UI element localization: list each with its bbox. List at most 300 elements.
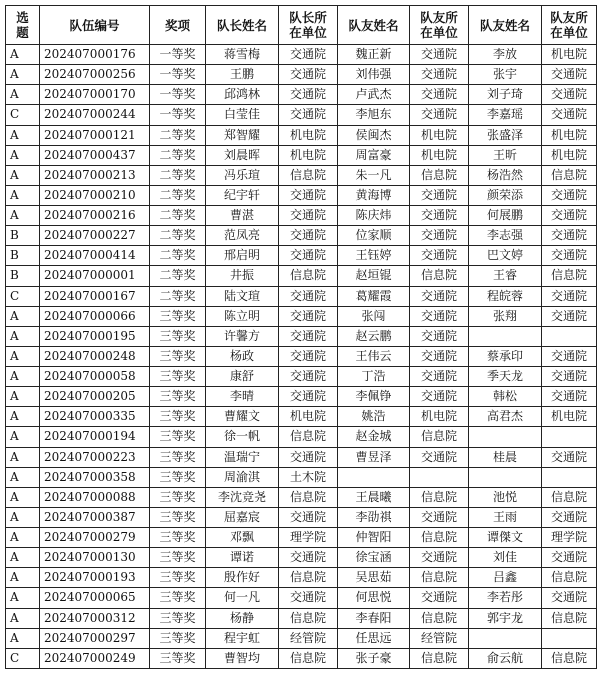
cell-captain-name: 郑智耀 [206, 125, 279, 145]
cell-captain-name: 蒋雪梅 [206, 45, 279, 65]
cell-member1-unit: 交通院 [410, 367, 469, 387]
table-row [6, 487, 597, 507]
cell-member2-unit: 信息院 [542, 608, 597, 628]
table-row [6, 648, 597, 668]
cell-member2-unit: 交通院 [542, 447, 597, 467]
cell-member1-name: 曹昱泽 [338, 447, 410, 467]
cell-member2-unit: 交通院 [542, 588, 597, 608]
cell-member2-name: 王昕 [469, 145, 542, 165]
cell-team-id: 202407000205 [40, 387, 150, 407]
cell-topic: A [6, 306, 40, 326]
table-row [6, 367, 597, 387]
cell-member1-name: 王伟云 [338, 346, 410, 366]
cell-member2-unit: 交通院 [542, 105, 597, 125]
cell-captain-name: 康舒 [206, 367, 279, 387]
cell-member2-unit: 交通院 [542, 246, 597, 266]
cell-member2-unit: 信息院 [542, 568, 597, 588]
cell-topic: A [6, 427, 40, 447]
cell-team-id: 202407000213 [40, 165, 150, 185]
cell-captain-name: 曹湛 [206, 206, 279, 226]
cell-member1-unit: 信息院 [410, 608, 469, 628]
table-row [6, 105, 597, 125]
cell-member1-name: 张闯 [338, 306, 410, 326]
cell-topic: A [6, 85, 40, 105]
cell-member1-name [338, 467, 410, 487]
cell-topic: A [6, 125, 40, 145]
table-row [6, 528, 597, 548]
cell-captain-unit: 机电院 [279, 145, 338, 165]
cell-topic: A [6, 367, 40, 387]
cell-member2-unit: 交通院 [542, 65, 597, 85]
header-member2-name: 队友姓名 [469, 6, 542, 45]
cell-member2-unit: 交通院 [542, 387, 597, 407]
cell-award: 二等奖 [150, 145, 206, 165]
cell-team-id: 202407000176 [40, 45, 150, 65]
cell-member2-name: 李放 [469, 45, 542, 65]
cell-topic: A [6, 568, 40, 588]
cell-captain-unit: 信息院 [279, 165, 338, 185]
table-row [6, 286, 597, 306]
cell-captain-name: 陆文瑄 [206, 286, 279, 306]
header-topic: 选 题 [6, 6, 40, 45]
cell-team-id: 202407000193 [40, 568, 150, 588]
cell-captain-unit: 交通院 [279, 226, 338, 246]
cell-team-id: 202407000001 [40, 266, 150, 286]
cell-captain-name: 许馨方 [206, 326, 279, 346]
cell-team-id: 202407000167 [40, 286, 150, 306]
cell-award: 三等奖 [150, 427, 206, 447]
cell-award: 一等奖 [150, 105, 206, 125]
cell-member2-unit: 交通院 [542, 185, 597, 205]
cell-award: 三等奖 [150, 306, 206, 326]
cell-captain-unit: 信息院 [279, 487, 338, 507]
cell-member1-unit: 信息院 [410, 427, 469, 447]
cell-member1-name: 侯闽杰 [338, 125, 410, 145]
cell-member2-name [469, 628, 542, 648]
cell-member1-name: 李佩铮 [338, 387, 410, 407]
cell-captain-name: 曹智均 [206, 648, 279, 668]
table-row [6, 306, 597, 326]
cell-member1-name: 葛耀霞 [338, 286, 410, 306]
cell-member1-name: 任思远 [338, 628, 410, 648]
cell-member1-unit: 机电院 [410, 407, 469, 427]
cell-member1-unit: 信息院 [410, 165, 469, 185]
cell-award: 一等奖 [150, 45, 206, 65]
cell-team-id: 202407000121 [40, 125, 150, 145]
cell-member1-name: 周富豪 [338, 145, 410, 165]
cell-member1-name: 陈庆炜 [338, 206, 410, 226]
cell-team-id: 202407000130 [40, 548, 150, 568]
cell-member1-name: 张子豪 [338, 648, 410, 668]
cell-topic: A [6, 145, 40, 165]
cell-team-id: 202407000297 [40, 628, 150, 648]
cell-captain-unit: 交通院 [279, 206, 338, 226]
cell-topic: B [6, 226, 40, 246]
cell-award: 二等奖 [150, 226, 206, 246]
cell-member1-unit: 交通院 [410, 45, 469, 65]
table-row [6, 85, 597, 105]
header-captain-name: 队长姓名 [206, 6, 279, 45]
cell-captain-unit: 信息院 [279, 568, 338, 588]
cell-member1-name: 卢武杰 [338, 85, 410, 105]
cell-award: 三等奖 [150, 507, 206, 527]
cell-team-id: 202407000312 [40, 608, 150, 628]
cell-captain-unit: 交通院 [279, 387, 338, 407]
cell-member2-name: 吕鑫 [469, 568, 542, 588]
cell-member2-name: 谭傑文 [469, 528, 542, 548]
cell-captain-unit: 理学院 [279, 528, 338, 548]
header-captain-unit: 队长所 在单位 [279, 6, 338, 45]
table-row [6, 467, 597, 487]
table-row [6, 165, 597, 185]
cell-captain-unit: 交通院 [279, 346, 338, 366]
cell-captain-unit: 交通院 [279, 588, 338, 608]
cell-captain-name: 谭诺 [206, 548, 279, 568]
table-body [6, 45, 597, 669]
cell-topic: A [6, 185, 40, 205]
cell-member1-unit: 交通院 [410, 507, 469, 527]
cell-member1-unit: 交通院 [410, 346, 469, 366]
cell-award: 三等奖 [150, 467, 206, 487]
cell-award: 三等奖 [150, 387, 206, 407]
cell-captain-name: 周渝淇 [206, 467, 279, 487]
cell-captain-name: 范凤亮 [206, 226, 279, 246]
cell-captain-name: 李沈竞尧 [206, 487, 279, 507]
table-row [6, 326, 597, 346]
cell-member1-name: 李旭东 [338, 105, 410, 125]
table-row [6, 206, 597, 226]
cell-member2-unit: 交通院 [542, 548, 597, 568]
cell-award: 二等奖 [150, 125, 206, 145]
cell-member2-unit: 机电院 [542, 45, 597, 65]
cell-captain-unit: 交通院 [279, 246, 338, 266]
cell-captain-name: 冯乐瑄 [206, 165, 279, 185]
cell-member1-name: 王晨曦 [338, 487, 410, 507]
cell-member2-unit: 信息院 [542, 266, 597, 286]
cell-award: 三等奖 [150, 326, 206, 346]
cell-team-id: 202407000066 [40, 306, 150, 326]
cell-captain-unit: 信息院 [279, 266, 338, 286]
cell-member2-unit: 交通院 [542, 206, 597, 226]
cell-team-id: 202407000088 [40, 487, 150, 507]
cell-award: 三等奖 [150, 648, 206, 668]
cell-member1-unit: 机电院 [410, 145, 469, 165]
cell-member2-name: 程皖蓉 [469, 286, 542, 306]
cell-member2-name: 郭宇龙 [469, 608, 542, 628]
cell-member2-unit [542, 467, 597, 487]
cell-topic: A [6, 628, 40, 648]
cell-member1-unit: 信息院 [410, 487, 469, 507]
cell-captain-name: 王鹏 [206, 65, 279, 85]
cell-topic: A [6, 487, 40, 507]
cell-member2-name: 桂晨 [469, 447, 542, 467]
table-row [6, 246, 597, 266]
cell-team-id: 202407000358 [40, 467, 150, 487]
cell-member2-unit: 机电院 [542, 145, 597, 165]
cell-captain-unit: 交通院 [279, 548, 338, 568]
cell-member1-unit: 交通院 [410, 226, 469, 246]
cell-captain-name: 纪宇轩 [206, 185, 279, 205]
header-member1-name: 队友姓名 [338, 6, 410, 45]
cell-captain-unit: 交通院 [279, 326, 338, 346]
cell-team-id: 202407000065 [40, 588, 150, 608]
table-row [6, 407, 597, 427]
cell-award: 二等奖 [150, 286, 206, 306]
cell-captain-unit: 信息院 [279, 608, 338, 628]
cell-award: 三等奖 [150, 346, 206, 366]
cell-captain-name: 温瑞宁 [206, 447, 279, 467]
cell-captain-unit: 交通院 [279, 105, 338, 125]
cell-member1-unit: 交通院 [410, 185, 469, 205]
cell-team-id: 202407000249 [40, 648, 150, 668]
cell-member2-unit [542, 427, 597, 447]
cell-award: 一等奖 [150, 65, 206, 85]
cell-member1-name: 姚浩 [338, 407, 410, 427]
table-row [6, 568, 597, 588]
cell-captain-name: 杨静 [206, 608, 279, 628]
cell-captain-unit: 交通院 [279, 306, 338, 326]
cell-member1-unit: 交通院 [410, 588, 469, 608]
cell-member1-unit: 交通院 [410, 206, 469, 226]
cell-member1-name: 魏正新 [338, 45, 410, 65]
cell-member1-name: 仲智阳 [338, 528, 410, 548]
cell-team-id: 202407000256 [40, 65, 150, 85]
cell-member2-name: 李志强 [469, 226, 542, 246]
cell-captain-name: 刘晨晖 [206, 145, 279, 165]
cell-member2-name: 王睿 [469, 266, 542, 286]
cell-team-id: 202407000244 [40, 105, 150, 125]
cell-topic: A [6, 528, 40, 548]
cell-captain-name: 邢启明 [206, 246, 279, 266]
cell-captain-unit: 土木院 [279, 467, 338, 487]
cell-member2-name: 何展鹏 [469, 206, 542, 226]
cell-member2-unit: 机电院 [542, 407, 597, 427]
table-row [6, 387, 597, 407]
cell-team-id: 202407000216 [40, 206, 150, 226]
cell-award: 三等奖 [150, 447, 206, 467]
cell-member2-unit [542, 326, 597, 346]
cell-topic: A [6, 346, 40, 366]
cell-member2-name: 李若彤 [469, 588, 542, 608]
cell-member1-unit: 信息院 [410, 568, 469, 588]
cell-topic: A [6, 165, 40, 185]
cell-member2-name: 李嘉瑶 [469, 105, 542, 125]
table-row [6, 628, 597, 648]
cell-member1-unit: 交通院 [410, 65, 469, 85]
cell-captain-name: 屈嘉宸 [206, 507, 279, 527]
cell-captain-unit: 信息院 [279, 648, 338, 668]
cell-member1-unit: 交通院 [410, 326, 469, 346]
cell-topic: B [6, 246, 40, 266]
header-row [6, 6, 597, 45]
cell-member2-name: 刘子琦 [469, 85, 542, 105]
table-row [6, 588, 597, 608]
cell-captain-name: 程宇虹 [206, 628, 279, 648]
cell-captain-unit: 交通院 [279, 45, 338, 65]
cell-member1-name: 徐宝涵 [338, 548, 410, 568]
header-member1-unit: 队友所 在单位 [410, 6, 469, 45]
cell-member1-name: 赵云鹏 [338, 326, 410, 346]
cell-team-id: 202407000170 [40, 85, 150, 105]
cell-member1-unit: 信息院 [410, 648, 469, 668]
cell-captain-name: 曹耀文 [206, 407, 279, 427]
cell-member2-name: 刘佳 [469, 548, 542, 568]
cell-member1-name: 李春阳 [338, 608, 410, 628]
table-row [6, 145, 597, 165]
cell-captain-unit: 交通院 [279, 65, 338, 85]
cell-member2-name: 俞云航 [469, 648, 542, 668]
cell-topic: A [6, 467, 40, 487]
cell-member2-name: 蔡承印 [469, 346, 542, 366]
cell-captain-name: 井振 [206, 266, 279, 286]
cell-topic: C [6, 286, 40, 306]
cell-member2-name [469, 467, 542, 487]
cell-member1-name: 李劭祺 [338, 507, 410, 527]
cell-member2-name: 张翔 [469, 306, 542, 326]
cell-captain-unit: 机电院 [279, 125, 338, 145]
cell-award: 三等奖 [150, 588, 206, 608]
cell-award: 三等奖 [150, 608, 206, 628]
cell-member1-name: 刘伟强 [338, 65, 410, 85]
cell-captain-name: 邓飘 [206, 528, 279, 548]
cell-member2-name: 高君杰 [469, 407, 542, 427]
cell-topic: A [6, 608, 40, 628]
cell-member1-name: 吴思茹 [338, 568, 410, 588]
cell-team-id: 202407000210 [40, 185, 150, 205]
cell-member1-unit: 交通院 [410, 286, 469, 306]
cell-member1-name: 赵垣锟 [338, 266, 410, 286]
cell-team-id: 202407000058 [40, 367, 150, 387]
header-member2-unit: 队友所 在单位 [542, 6, 597, 45]
cell-captain-unit: 交通院 [279, 85, 338, 105]
cell-award: 二等奖 [150, 266, 206, 286]
cell-team-id: 202407000437 [40, 145, 150, 165]
cell-member1-unit: 交通院 [410, 548, 469, 568]
table-row [6, 65, 597, 85]
cell-member1-unit: 经管院 [410, 628, 469, 648]
cell-member2-unit: 信息院 [542, 165, 597, 185]
cell-captain-unit: 交通院 [279, 286, 338, 306]
cell-award: 二等奖 [150, 165, 206, 185]
cell-topic: A [6, 407, 40, 427]
cell-member1-name: 何思悦 [338, 588, 410, 608]
cell-member1-unit: 交通院 [410, 105, 469, 125]
cell-member2-name: 颜荣添 [469, 185, 542, 205]
cell-captain-unit: 机电院 [279, 407, 338, 427]
cell-award: 三等奖 [150, 548, 206, 568]
table-row [6, 608, 597, 628]
cell-captain-name: 李晴 [206, 387, 279, 407]
cell-team-id: 202407000223 [40, 447, 150, 467]
cell-team-id: 202407000195 [40, 326, 150, 346]
cell-member1-unit [410, 467, 469, 487]
cell-member2-unit: 交通院 [542, 367, 597, 387]
cell-member2-unit: 机电院 [542, 125, 597, 145]
table-row [6, 447, 597, 467]
cell-captain-name: 白莹佳 [206, 105, 279, 125]
table-row [6, 45, 597, 65]
cell-member2-name: 张盛泽 [469, 125, 542, 145]
cell-captain-name: 何一凡 [206, 588, 279, 608]
cell-member1-unit: 信息院 [410, 266, 469, 286]
cell-award: 二等奖 [150, 206, 206, 226]
cell-member1-unit: 机电院 [410, 125, 469, 145]
cell-member1-name: 王钰婷 [338, 246, 410, 266]
cell-member2-name: 韩松 [469, 387, 542, 407]
cell-captain-name: 殷作好 [206, 568, 279, 588]
cell-award: 一等奖 [150, 85, 206, 105]
cell-member2-name: 池悦 [469, 487, 542, 507]
cell-member1-name: 黄海博 [338, 185, 410, 205]
cell-member2-name: 王雨 [469, 507, 542, 527]
cell-topic: A [6, 387, 40, 407]
cell-member2-name [469, 427, 542, 447]
table-row [6, 185, 597, 205]
cell-captain-unit: 经管院 [279, 628, 338, 648]
cell-topic: A [6, 326, 40, 346]
cell-member2-name: 季天龙 [469, 367, 542, 387]
table-row [6, 266, 597, 286]
table-row [6, 226, 597, 246]
cell-topic: A [6, 65, 40, 85]
table-row [6, 507, 597, 527]
cell-member2-unit: 交通院 [542, 286, 597, 306]
cell-award: 三等奖 [150, 407, 206, 427]
cell-member2-unit: 交通院 [542, 226, 597, 246]
cell-member2-name [469, 326, 542, 346]
cell-member2-unit: 信息院 [542, 648, 597, 668]
cell-captain-unit: 交通院 [279, 185, 338, 205]
cell-team-id: 202407000335 [40, 407, 150, 427]
table-row [6, 427, 597, 447]
cell-member2-name: 杨浩然 [469, 165, 542, 185]
header-team-id: 队伍编号 [40, 6, 150, 45]
cell-member2-unit: 交通院 [542, 85, 597, 105]
cell-topic: C [6, 648, 40, 668]
table-row [6, 346, 597, 366]
cell-member1-unit: 交通院 [410, 447, 469, 467]
cell-award: 三等奖 [150, 628, 206, 648]
cell-captain-unit: 交通院 [279, 447, 338, 467]
cell-member1-unit: 交通院 [410, 387, 469, 407]
cell-award: 二等奖 [150, 246, 206, 266]
cell-topic: A [6, 507, 40, 527]
cell-captain-name: 邱鸿林 [206, 85, 279, 105]
cell-award: 三等奖 [150, 568, 206, 588]
cell-topic: A [6, 588, 40, 608]
cell-captain-name: 陈立明 [206, 306, 279, 326]
cell-member1-unit: 交通院 [410, 246, 469, 266]
table-row [6, 125, 597, 145]
table-row [6, 548, 597, 568]
cell-member1-unit: 交通院 [410, 85, 469, 105]
cell-member1-unit: 交通院 [410, 306, 469, 326]
cell-topic: A [6, 206, 40, 226]
cell-topic: C [6, 105, 40, 125]
cell-member2-unit: 理学院 [542, 528, 597, 548]
header-award: 奖项 [150, 6, 206, 45]
cell-member1-name: 丁浩 [338, 367, 410, 387]
cell-captain-unit: 信息院 [279, 427, 338, 447]
cell-member2-name: 巴文婷 [469, 246, 542, 266]
cell-captain-unit: 交通院 [279, 507, 338, 527]
cell-team-id: 202407000248 [40, 346, 150, 366]
cell-team-id: 202407000414 [40, 246, 150, 266]
cell-award: 二等奖 [150, 185, 206, 205]
cell-member2-unit [542, 628, 597, 648]
cell-team-id: 202407000194 [40, 427, 150, 447]
cell-award: 三等奖 [150, 367, 206, 387]
